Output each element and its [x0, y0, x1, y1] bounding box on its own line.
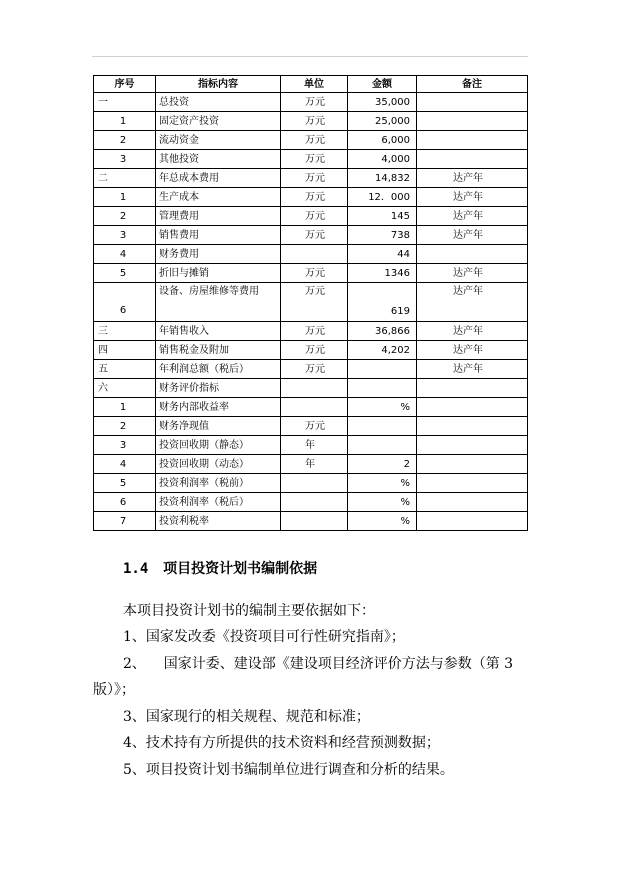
cell-unit: 万元 — [281, 283, 348, 322]
table-row — [94, 150, 528, 169]
cell-amount: 25,000 — [348, 112, 417, 131]
cell-note — [417, 245, 528, 264]
table-row — [94, 188, 528, 207]
cell-no: 1 — [94, 188, 156, 207]
cell-unit: 万元 — [281, 169, 348, 188]
cell-unit: 万元 — [281, 226, 348, 245]
cell-note — [417, 112, 528, 131]
cell-item: 财务费用 — [156, 245, 281, 264]
table-row — [94, 245, 528, 264]
cell-unit: 年 — [281, 455, 348, 474]
cell-note: 达产年 — [417, 264, 528, 283]
cell-no: 6 — [94, 493, 156, 512]
cell-item: 年销售收入 — [156, 322, 281, 341]
cell-no: 一 — [94, 93, 156, 112]
table-row — [94, 360, 528, 379]
table-row — [94, 436, 528, 455]
cell-amount: 36,866 — [348, 322, 417, 341]
table-row — [94, 93, 528, 112]
indicator-table — [93, 75, 528, 531]
table-row — [94, 493, 528, 512]
cell-item: 折旧与摊销 — [156, 264, 281, 283]
cell-item: 投资利润率（税前） — [156, 474, 281, 493]
cell-unit: 万元 — [281, 93, 348, 112]
header-no: 序号 — [94, 76, 156, 93]
cell-amount: % — [348, 398, 417, 417]
cell-note — [417, 379, 528, 398]
table-row — [94, 379, 528, 398]
table-row — [94, 131, 528, 150]
cell-unit: 万元 — [281, 150, 348, 169]
cell-amount: 619 — [348, 283, 417, 322]
cell-no: 2 — [94, 207, 156, 226]
cell-amount — [348, 360, 417, 379]
cell-note — [417, 150, 528, 169]
paragraph-intro: 本项目投资计划书的编制主要依据如下： — [123, 603, 375, 619]
cell-note: 达产年 — [417, 188, 528, 207]
cell-amount: % — [348, 474, 417, 493]
cell-amount — [348, 417, 417, 436]
cell-note: 达产年 — [417, 169, 528, 188]
cell-unit — [281, 493, 348, 512]
cell-unit: 万元 — [281, 112, 348, 131]
section-heading — [123, 558, 317, 578]
cell-note: 达产年 — [417, 341, 528, 360]
cell-unit: 万元 — [281, 264, 348, 283]
cell-item: 投资利税率 — [156, 512, 281, 531]
header-rule — [92, 56, 528, 57]
cell-unit — [281, 398, 348, 417]
cell-unit: 万元 — [281, 207, 348, 226]
section-title: 项目投资计划书编制依据 — [163, 561, 318, 577]
cell-no: 3 — [94, 226, 156, 245]
cell-amount: 35,000 — [348, 93, 417, 112]
cell-unit — [281, 474, 348, 493]
cell-item: 投资回收期（动态） — [156, 455, 281, 474]
cell-note — [417, 455, 528, 474]
cell-item: 投资回收期（静态） — [156, 436, 281, 455]
cell-note: 达产年 — [417, 322, 528, 341]
cell-no: 四 — [94, 341, 156, 360]
table-row — [94, 341, 528, 360]
paragraph-item-3: 3、国家现行的相关规程、规范和标准； — [123, 709, 370, 725]
cell-amount: % — [348, 493, 417, 512]
cell-note — [417, 493, 528, 512]
table-row — [94, 264, 528, 283]
cell-note: 达产年 — [417, 207, 528, 226]
cell-amount: 6,000 — [348, 131, 417, 150]
cell-item: 年总成本费用 — [156, 169, 281, 188]
cell-no: 7 — [94, 512, 156, 531]
cell-unit: 万元 — [281, 188, 348, 207]
cell-note — [417, 93, 528, 112]
paragraph-item-2-cont: 版）》； — [93, 682, 135, 698]
cell-item: 流动资金 — [156, 131, 281, 150]
cell-item: 总投资 — [156, 93, 281, 112]
table-row — [94, 283, 528, 322]
table-row — [94, 207, 528, 226]
cell-unit — [281, 245, 348, 264]
cell-no: 3 — [94, 150, 156, 169]
header-item: 指标内容 — [156, 76, 281, 93]
paragraph-item-1: 1、国家发改委《投资项目可行性研究指南》； — [123, 629, 405, 645]
cell-amount: 14,832 — [348, 169, 417, 188]
cell-amount: 4,000 — [348, 150, 417, 169]
cell-item: 其他投资 — [156, 150, 281, 169]
header-amount: 金额 — [348, 76, 417, 93]
paragraph-item-4: 4、技术持有方所提供的技术资料和经营预测数据； — [123, 735, 440, 751]
table-row — [94, 112, 528, 131]
cell-item: 设备、房屋维修等费用 — [156, 283, 281, 322]
table-row — [94, 322, 528, 341]
table-row — [94, 474, 528, 493]
cell-no: 4 — [94, 455, 156, 474]
cell-unit: 万元 — [281, 322, 348, 341]
paragraph-item-5: 5、项目投资计划书编制单位进行调查和分析的结果。 — [123, 762, 454, 778]
cell-amount: 145 — [348, 207, 417, 226]
cell-no: 五 — [94, 360, 156, 379]
cell-note — [417, 131, 528, 150]
table-row — [94, 169, 528, 188]
cell-note: 达产年 — [417, 360, 528, 379]
cell-no: 二 — [94, 169, 156, 188]
section-number: 1.4 — [123, 561, 149, 577]
table-row — [94, 398, 528, 417]
cell-item: 财务内部收益率 — [156, 398, 281, 417]
cell-no: 1 — [94, 398, 156, 417]
cell-item: 销售税金及附加 — [156, 341, 281, 360]
cell-item: 固定资产投资 — [156, 112, 281, 131]
cell-unit: 年 — [281, 436, 348, 455]
header-unit: 单位 — [281, 76, 348, 93]
cell-note — [417, 436, 528, 455]
paragraph-item-2: 2、 国家计委、建设部《建设项目经济评价方法与参数（第 3 — [123, 656, 514, 672]
header-note: 备注 — [417, 76, 528, 93]
cell-no: 2 — [94, 417, 156, 436]
cell-note — [417, 512, 528, 531]
cell-unit — [281, 379, 348, 398]
table-row — [94, 455, 528, 474]
cell-unit: 万元 — [281, 360, 348, 379]
cell-no: 2 — [94, 131, 156, 150]
cell-no: 六 — [94, 379, 156, 398]
cell-no: 3 — [94, 436, 156, 455]
table-row — [94, 226, 528, 245]
cell-no: 三 — [94, 322, 156, 341]
table-body — [94, 93, 528, 531]
cell-note — [417, 417, 528, 436]
cell-note — [417, 474, 528, 493]
cell-item: 管理费用 — [156, 207, 281, 226]
cell-amount: 2 — [348, 455, 417, 474]
cell-note — [417, 398, 528, 417]
cell-amount: 44 — [348, 245, 417, 264]
cell-amount: % — [348, 512, 417, 531]
table-row — [94, 512, 528, 531]
cell-amount: 738 — [348, 226, 417, 245]
table-row — [94, 417, 528, 436]
cell-no: 6 — [94, 283, 156, 322]
cell-no: 5 — [94, 474, 156, 493]
cell-unit: 万元 — [281, 341, 348, 360]
cell-amount: 4,202 — [348, 341, 417, 360]
table-header-row — [94, 76, 528, 93]
cell-no: 4 — [94, 245, 156, 264]
cell-item: 财务评价指标 — [156, 379, 281, 398]
cell-amount — [348, 379, 417, 398]
cell-amount — [348, 436, 417, 455]
cell-item: 生产成本 — [156, 188, 281, 207]
cell-item: 年利润总额（税后） — [156, 360, 281, 379]
cell-note: 达产年 — [417, 226, 528, 245]
cell-amount: 1346 — [348, 264, 417, 283]
cell-unit — [281, 512, 348, 531]
cell-amount: 12．000 — [348, 188, 417, 207]
cell-note: 达产年 — [417, 283, 528, 322]
cell-unit: 万元 — [281, 417, 348, 436]
cell-item: 销售费用 — [156, 226, 281, 245]
cell-item: 投资利润率（税后） — [156, 493, 281, 512]
cell-item: 财务净现值 — [156, 417, 281, 436]
cell-unit: 万元 — [281, 131, 348, 150]
cell-no: 5 — [94, 264, 156, 283]
cell-no: 1 — [94, 112, 156, 131]
